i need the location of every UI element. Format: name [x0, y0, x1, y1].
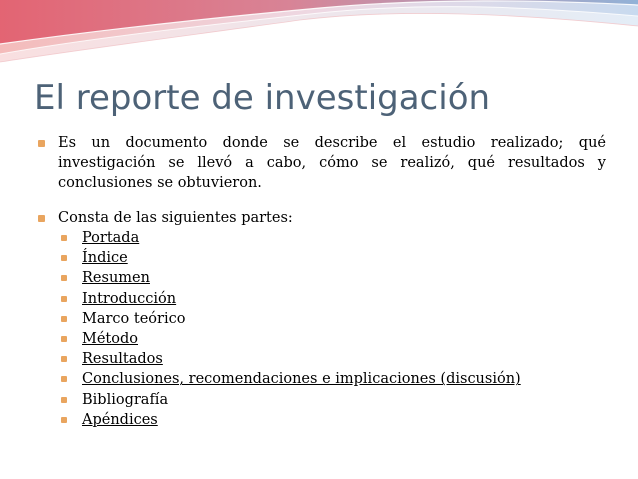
list-item[interactable]: [61, 228, 606, 248]
list-item[interactable]: [61, 268, 606, 288]
slide-title: El reporte de investigación: [34, 78, 491, 118]
square-bullet-icon: [61, 336, 67, 342]
square-bullet-icon: [38, 215, 45, 222]
list-item[interactable]: [61, 369, 606, 389]
bullet-paragraph: [38, 208, 606, 228]
paragraph-description: Es un documento donde se describe el estudio realizado; qué investigación se llevó a cabo, cómo se realizó, qué resultados y conclusiones se obtuvieron.: [58, 135, 606, 191]
parts-list: [38, 228, 606, 430]
square-bullet-icon: [61, 316, 67, 322]
square-bullet-icon: [61, 376, 67, 382]
part-link-resumen[interactable]: Resumen: [82, 270, 150, 287]
square-bullet-icon: [61, 356, 67, 362]
part-link-indice[interactable]: Índice: [82, 250, 128, 267]
part-link-conclusiones[interactable]: Conclusiones, recomendaciones e implicaciones (discusión): [82, 371, 521, 388]
square-bullet-icon: [61, 296, 67, 302]
decorative-banner: [0, 0, 638, 70]
part-label-bibliografia: Bibliografía: [82, 391, 169, 408]
part-link-portada[interactable]: Portada: [82, 230, 140, 246]
part-link-apendices[interactable]: Apéndices: [82, 411, 158, 428]
square-bullet-icon: [61, 235, 67, 241]
square-bullet-icon: [61, 255, 67, 261]
slide-content: [38, 133, 606, 430]
part-label-marco-teorico: Marco teórico: [82, 310, 186, 327]
list-item: [61, 390, 606, 410]
paragraph-parts-intro: Consta de las siguientes partes:: [58, 210, 293, 226]
square-bullet-icon: [61, 417, 67, 423]
bullet-paragraph: [38, 133, 606, 193]
list-item[interactable]: [61, 289, 606, 309]
list-item: [61, 309, 606, 329]
list-item[interactable]: [61, 410, 606, 430]
list-item[interactable]: [61, 329, 606, 349]
part-link-resultados[interactable]: Resultados: [82, 351, 163, 368]
square-bullet-icon: [61, 275, 67, 281]
square-bullet-icon: [38, 140, 45, 147]
part-link-metodo[interactable]: Método: [82, 331, 138, 348]
square-bullet-icon: [61, 397, 67, 403]
list-item[interactable]: [61, 248, 606, 268]
list-item[interactable]: [61, 349, 606, 369]
part-link-introduccion[interactable]: Introducción: [82, 290, 177, 307]
